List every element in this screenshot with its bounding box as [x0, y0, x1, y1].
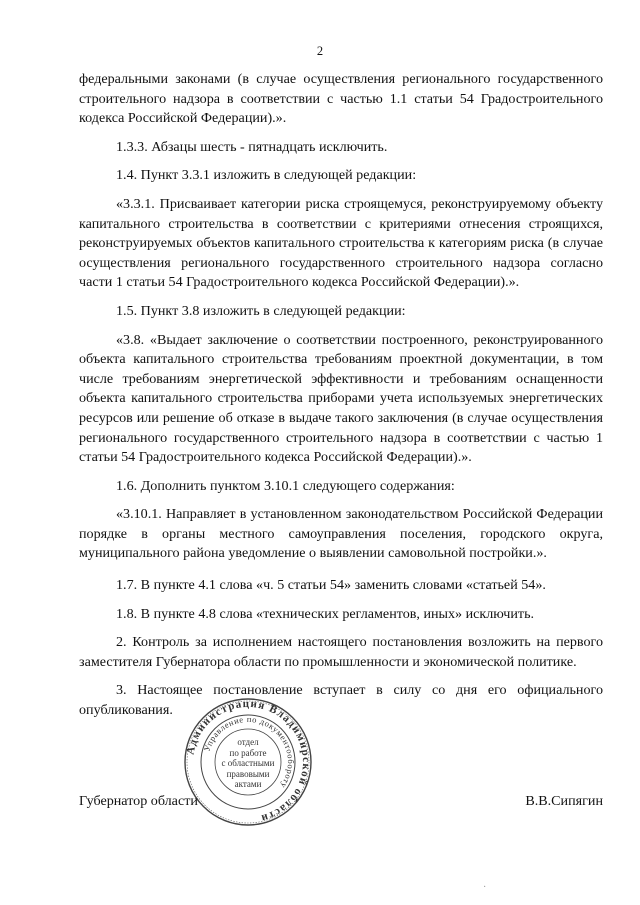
document-body	[79, 70, 603, 721]
paragraph-1-4: 1.4. Пункт 3.3.1 изложить в следующей редакции:	[116, 167, 417, 184]
scan-mark: ·	[483, 882, 487, 893]
signature-block	[79, 792, 603, 814]
paragraph-1-3-3: 1.3.3. Абзацы шесть - пятнадцать исключить.	[116, 138, 388, 155]
paragraph-1-7: 1.7. В пункте 4.1 слова «ч. 5 статьи 54» заменить словами «статьей 54».	[116, 577, 546, 594]
stamp-center-text: отдел по работе с областными правовыми актами	[221, 737, 275, 790]
signatory-name: В.В.Сипягин	[525, 793, 603, 809]
paragraph-3: 3. Настоящее постановление вступает в силу со дня его официального опубликования.	[79, 682, 603, 719]
page-number: 2	[316, 44, 324, 58]
paragraph-continuation: федеральными законами (в случае осуществления регионального государственного строительного надзора в соответствии с частью 1.1 статьи 54 Градостроительного кодекса Российской Федерации).».	[79, 71, 603, 127]
stamp-inner-text: Управление по документообороту	[201, 713, 297, 791]
paragraph-3-3-1: «3.3.1. Присваивает категории риска строящемуся, реконструируемому объекту капитального строительства в соответствии с критериями отнесения строящихся, реконструируемых объектов капитального строительства к категориям риска (в случае осуществления регионального государственного строительного надзора согласно части 1 статьи 54 Градостроительного кодекса Российской Федерации).».	[79, 195, 603, 291]
paragraph-3-8: «3.8. «Выдает заключение о соответствии построенного, реконструированного объекта капитального строительства требованиям проектной документации, в том числе требованиям энергетической эффективности и требованиям оснащенности объекта капитального строительства приборами учета используемых энергетических ресурсов или решение об отказе в выдаче такого заключения (в случае осуществления регионального государственного строительного надзора в соответствии с частью 1 статьи 54 Градостроительного кодекса Российской Федерации).».	[79, 331, 603, 466]
stamp-outer-text: Администрация Владимирской области	[184, 697, 313, 825]
paragraph-1-8: 1.8. В пункте 4.8 слова «технических регламентов, иных» исключить.	[116, 605, 535, 622]
paragraph-1-6: 1.6. Дополнить пунктом 3.10.1 следующего содержания:	[116, 477, 455, 494]
paragraph-3-10-1: «3.10.1. Направляет в установленном законодательством Российской Федерации порядке в органы местного самоуправления поселения, городского округа, муниципального района уведомление о выявлении самовольной постройки.».	[79, 506, 603, 562]
paragraph-2: 2. Контроль за исполнением настоящего постановления возложить на первого заместителя Губернатора области по промышленности и экономической политике.	[79, 634, 603, 670]
signatory-title: Губернатор области	[79, 793, 198, 809]
paragraph-1-5: 1.5. Пункт 3.8 изложить в следующей редакции:	[116, 302, 406, 319]
